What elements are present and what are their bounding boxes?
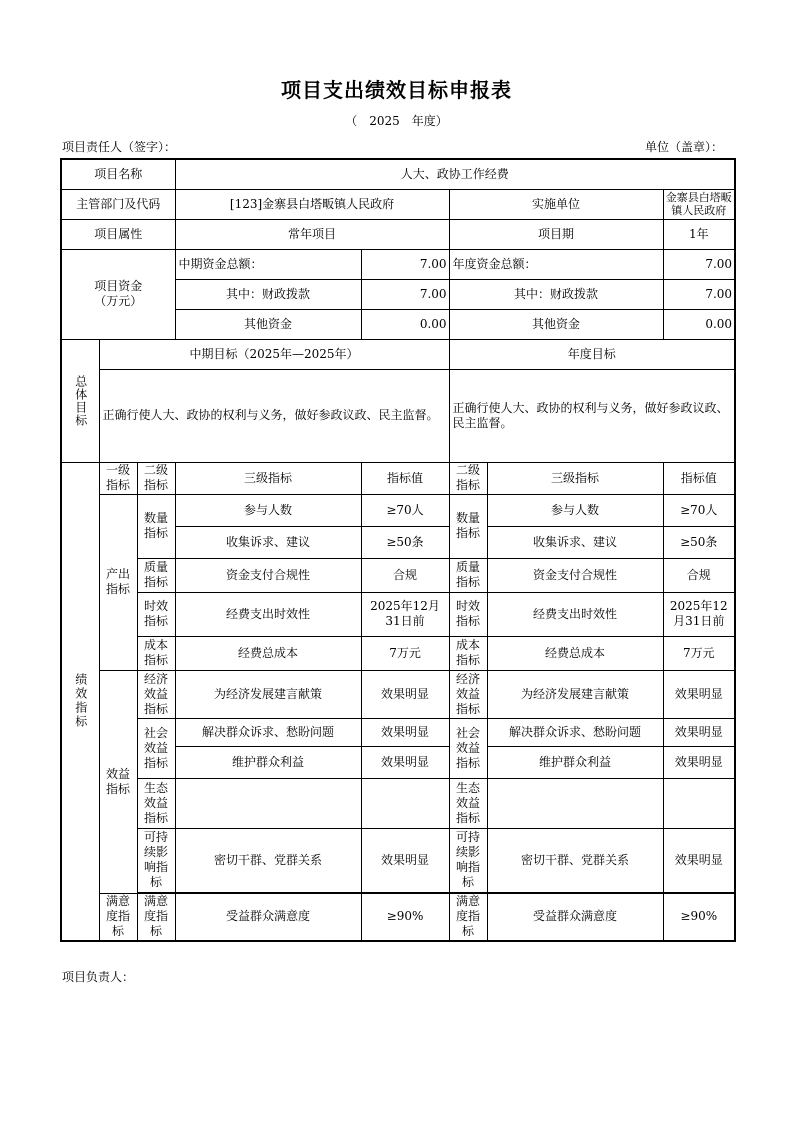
metric-econ-year: 为经济发展建言献策	[487, 670, 663, 718]
year-total-label: 年度资金总额：	[449, 249, 663, 279]
metric-econ: 为经济发展建言献策	[175, 670, 361, 718]
metric-social1: 解决群众诉求、愁盼问题	[175, 718, 361, 746]
attr-label: 项目属性	[61, 219, 175, 249]
responsible-label: 项目责任人（签字）：	[62, 140, 177, 154]
metric-social2-year: 维护群众利益	[487, 746, 663, 778]
indicators-side-label: 绩效指标	[61, 462, 99, 941]
mid-goal-header: 中期目标（2025年—2025年）	[99, 339, 449, 369]
header-level3-year: 三级指标	[487, 462, 663, 494]
value-participants: ≥70人	[361, 494, 449, 526]
performance-table	[60, 158, 736, 942]
mid-fiscal-value: 7.00	[361, 279, 449, 309]
mid-total-label: 中期资金总额：	[175, 249, 361, 279]
value-cost-year: 7万元	[663, 636, 735, 670]
project-name-label: 项目名称	[61, 159, 175, 189]
goals-side-label: 总体目标	[61, 339, 99, 462]
value-social1-year: 效果明显	[663, 718, 735, 746]
metric-sustain: 密切干群、党群关系	[175, 828, 361, 892]
value-collect: ≥50条	[361, 526, 449, 558]
value-social1: 效果明显	[361, 718, 449, 746]
metric-participants: 参与人数	[175, 494, 361, 526]
quality-indicator: 质量指标	[137, 558, 175, 592]
year-other-label: 其他资金	[449, 309, 663, 339]
unit-label: 单位（盖章）：	[644, 140, 723, 154]
quantity-indicator: 数量指标	[137, 494, 175, 558]
quality-indicator-year: 质量指标	[449, 558, 487, 592]
metric-eco-empty	[175, 778, 361, 828]
dept-label: 主管部门及代码	[61, 189, 175, 219]
sustain-indicator-year: 可持续影响指标	[449, 828, 487, 892]
page-title: 项目支出绩效目标申报表	[281, 78, 512, 102]
value-timely: 2025年12月31日前	[361, 592, 449, 636]
metric-satisfaction-year: 受益群众满意度	[487, 893, 663, 941]
header-value: 指标值	[361, 462, 449, 494]
project-name-value: 人大、政协工作经费	[175, 159, 735, 189]
metric-compliance-year: 资金支付合规性	[487, 558, 663, 592]
value-satisfaction: ≥90%	[361, 893, 449, 941]
footer-responsible: 项目负责人：	[62, 970, 135, 984]
mid-goal-text: 正确行使人大、政协的权利与义务，做好参政议政、民主监督。	[99, 369, 449, 462]
year-total-value: 7.00	[663, 249, 735, 279]
year-goal-text: 正确行使人大、政协的权利与义务，做好参政议政、民主监督。	[449, 369, 735, 462]
value-timely-year: 2025年12月31日前	[663, 592, 735, 636]
metric-collect-year: 收集诉求、建议	[487, 526, 663, 558]
header-level1: 一级指标	[99, 462, 137, 494]
value-participants-year: ≥70人	[663, 494, 735, 526]
year-fiscal-value: 7.00	[663, 279, 735, 309]
value-satisfaction-year: ≥90%	[663, 893, 735, 941]
header-level3: 三级指标	[175, 462, 361, 494]
cost-indicator: 成本指标	[137, 636, 175, 670]
mid-total-value: 7.00	[361, 249, 449, 279]
timeliness-indicator-year: 时效指标	[449, 592, 487, 636]
sustain-indicator: 可持续影响指标	[137, 828, 175, 892]
metric-collect: 收集诉求、建议	[175, 526, 361, 558]
dept-value: [123]金寨县白塔畈镇人民政府	[175, 189, 449, 219]
satisfaction-indicator: 满意度指标	[99, 893, 137, 941]
value-econ-year: 效果明显	[663, 670, 735, 718]
value-cost: 7万元	[361, 636, 449, 670]
metric-cost: 经费总成本	[175, 636, 361, 670]
header-value-year: 指标值	[663, 462, 735, 494]
benefit-indicator: 效益指标	[99, 670, 137, 893]
value-compliance-year: 合规	[663, 558, 735, 592]
year-goal-header: 年度目标	[449, 339, 735, 369]
mid-other-label: 其他资金	[175, 309, 361, 339]
year-other-value: 0.00	[663, 309, 735, 339]
funds-label: 项目资金 （万元）	[61, 249, 175, 339]
value-compliance: 合规	[361, 558, 449, 592]
metric-satisfaction: 受益群众满意度	[175, 893, 361, 941]
impl-label: 实施单位	[449, 189, 663, 219]
header-level2-year: 二级指标	[449, 462, 487, 494]
metric-eco-year-empty	[487, 778, 663, 828]
year-line: （ 2025 年度）	[345, 114, 448, 128]
quantity-indicator-year: 数量指标	[449, 494, 487, 558]
metric-participants-year: 参与人数	[487, 494, 663, 526]
value-sustain: 效果明显	[361, 828, 449, 892]
attr-value: 常年项目	[175, 219, 449, 249]
impl-value: 金寨县白塔畈镇人民政府	[663, 189, 735, 219]
value-social2: 效果明显	[361, 746, 449, 778]
social-indicator-year: 社会效益指标	[449, 718, 487, 778]
value-collect-year: ≥50条	[663, 526, 735, 558]
cost-indicator-year: 成本指标	[449, 636, 487, 670]
mid-fiscal-label: 其中：财政拨款	[175, 279, 361, 309]
year-fiscal-label: 其中：财政拨款	[449, 279, 663, 309]
social-indicator: 社会效益指标	[137, 718, 175, 778]
eco-indicator: 生态效益指标	[137, 778, 175, 828]
timeliness-indicator: 时效指标	[137, 592, 175, 636]
value-eco-year-empty	[663, 778, 735, 828]
period-value: 1年	[663, 219, 735, 249]
metric-timely-year: 经费支出时效性	[487, 592, 663, 636]
value-sustain-year: 效果明显	[663, 828, 735, 892]
value-eco-empty	[361, 778, 449, 828]
output-indicator: 产出指标	[99, 494, 137, 670]
period-label: 项目期	[449, 219, 663, 249]
satisfaction-sub-indicator: 满意度指标	[137, 893, 175, 941]
header-level2: 二级指标	[137, 462, 175, 494]
economic-indicator: 经济效益指标	[137, 670, 175, 718]
mid-other-value: 0.00	[361, 309, 449, 339]
metric-sustain-year: 密切干群、党群关系	[487, 828, 663, 892]
value-social2-year: 效果明显	[663, 746, 735, 778]
economic-indicator-year: 经济效益指标	[449, 670, 487, 718]
satisfaction-sub-indicator-year: 满意度指标	[449, 893, 487, 941]
value-econ: 效果明显	[361, 670, 449, 718]
eco-indicator-year: 生态效益指标	[449, 778, 487, 828]
metric-social2: 维护群众利益	[175, 746, 361, 778]
metric-compliance: 资金支付合规性	[175, 558, 361, 592]
metric-cost-year: 经费总成本	[487, 636, 663, 670]
metric-timely: 经费支出时效性	[175, 592, 361, 636]
metric-social1-year: 解决群众诉求、愁盼问题	[487, 718, 663, 746]
